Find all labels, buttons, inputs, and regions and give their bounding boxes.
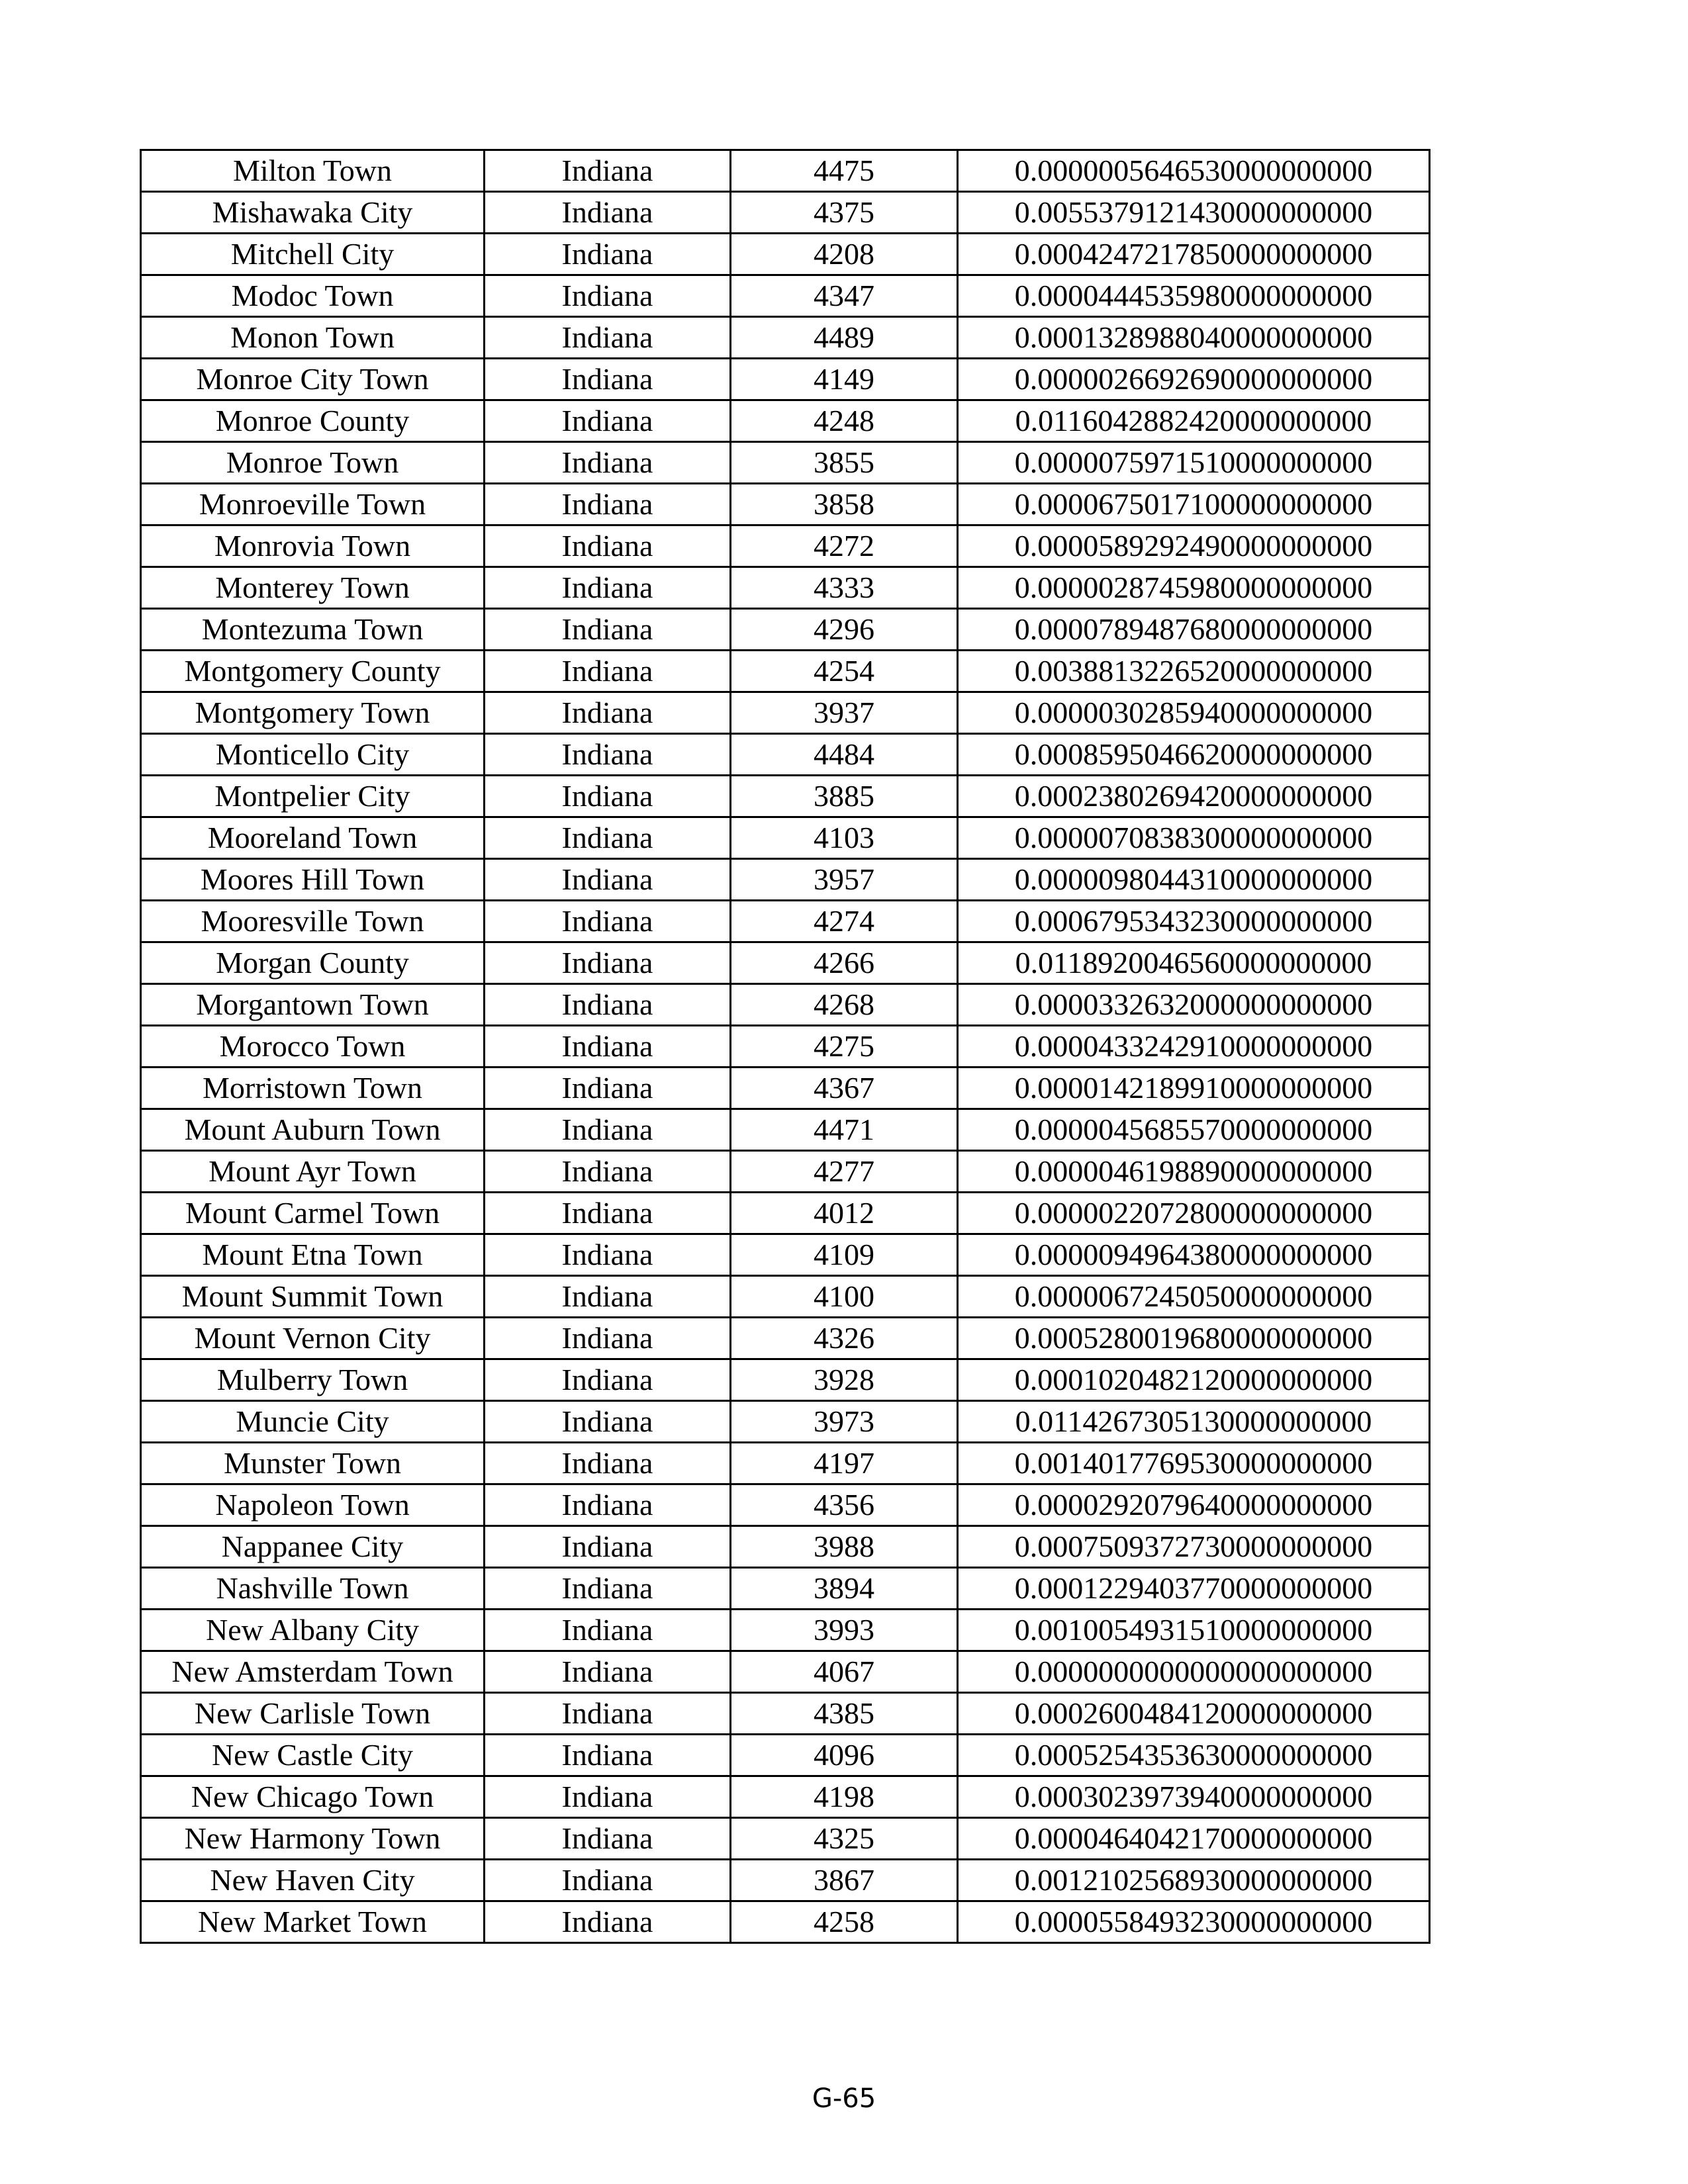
- percentage-cell: 0.0003023973940000000000: [958, 1776, 1430, 1818]
- percentage-cell: 0.0000433242910000000000: [958, 1026, 1430, 1068]
- percentage-cell: 0.0000026692690000000000: [958, 359, 1430, 400]
- table-row: [141, 901, 1430, 942]
- entity-name-cell: New Market Town: [141, 1901, 485, 1943]
- entity-name-cell: Mooresville Town: [141, 901, 485, 942]
- id-cell: 4275: [731, 1026, 958, 1068]
- id-cell: 4272: [731, 525, 958, 567]
- table-row: [141, 734, 1430, 776]
- state-cell: Indiana: [485, 817, 731, 859]
- id-cell: 3988: [731, 1526, 958, 1568]
- table-row: [141, 1234, 1430, 1276]
- entity-name-cell: Monroe City Town: [141, 359, 485, 400]
- table-row: [141, 1068, 1430, 1109]
- percentage-cell: 0.0012102568930000000000: [958, 1860, 1430, 1901]
- id-cell: 4484: [731, 734, 958, 776]
- state-cell: Indiana: [485, 442, 731, 484]
- id-cell: 4475: [731, 150, 958, 192]
- entity-name-cell: New Haven City: [141, 1860, 485, 1901]
- table-row: [141, 1776, 1430, 1818]
- state-cell: Indiana: [485, 275, 731, 317]
- entity-name-cell: Montgomery Town: [141, 692, 485, 734]
- id-cell: 4103: [731, 817, 958, 859]
- entity-name-cell: Montgomery County: [141, 651, 485, 692]
- id-cell: 3885: [731, 776, 958, 817]
- percentage-cell: 0.0000030285940000000000: [958, 692, 1430, 734]
- id-cell: 4067: [731, 1651, 958, 1693]
- id-cell: 4325: [731, 1818, 958, 1860]
- percentage-cell: 0.0008595046620000000000: [958, 734, 1430, 776]
- entity-name-cell: Nashville Town: [141, 1568, 485, 1610]
- table-row: [141, 1276, 1430, 1318]
- id-cell: 4012: [731, 1193, 958, 1234]
- table-row: [141, 400, 1430, 442]
- state-cell: Indiana: [485, 1693, 731, 1735]
- percentage-cell: 0.0000142189910000000000: [958, 1068, 1430, 1109]
- entity-name-cell: New Albany City: [141, 1610, 485, 1651]
- entity-name-cell: New Castle City: [141, 1735, 485, 1776]
- percentage-cell: 0.0000292079640000000000: [958, 1484, 1430, 1526]
- allocation-table: [140, 149, 1430, 1944]
- table-row: [141, 1026, 1430, 1068]
- state-cell: Indiana: [485, 609, 731, 651]
- table-row: [141, 1901, 1430, 1943]
- percentage-cell: 0.0000464042170000000000: [958, 1818, 1430, 1860]
- table-row: [141, 317, 1430, 359]
- table-row: [141, 1818, 1430, 1860]
- percentage-cell: 0.0038813226520000000000: [958, 651, 1430, 692]
- entity-name-cell: New Amsterdam Town: [141, 1651, 485, 1693]
- state-cell: Indiana: [485, 1234, 731, 1276]
- state-cell: Indiana: [485, 859, 731, 901]
- id-cell: 4198: [731, 1776, 958, 1818]
- state-cell: Indiana: [485, 1359, 731, 1401]
- id-cell: 4375: [731, 192, 958, 234]
- entity-name-cell: Mount Auburn Town: [141, 1109, 485, 1151]
- entity-name-cell: Moores Hill Town: [141, 859, 485, 901]
- table-row: [141, 1610, 1430, 1651]
- id-cell: 4296: [731, 609, 958, 651]
- state-cell: Indiana: [485, 1901, 731, 1943]
- state-cell: Indiana: [485, 1401, 731, 1443]
- table-row: [141, 192, 1430, 234]
- entity-name-cell: New Harmony Town: [141, 1818, 485, 1860]
- percentage-cell: 0.0000045685570000000000: [958, 1109, 1430, 1151]
- state-cell: Indiana: [485, 651, 731, 692]
- id-cell: 4208: [731, 234, 958, 275]
- state-cell: Indiana: [485, 942, 731, 984]
- state-cell: Indiana: [485, 359, 731, 400]
- state-cell: Indiana: [485, 484, 731, 525]
- percentage-cell: 0.0000675017100000000000: [958, 484, 1430, 525]
- entity-name-cell: Monroe Town: [141, 442, 485, 484]
- entity-name-cell: Napoleon Town: [141, 1484, 485, 1526]
- state-cell: Indiana: [485, 692, 731, 734]
- id-cell: 4471: [731, 1109, 958, 1151]
- id-cell: 4326: [731, 1318, 958, 1359]
- table-body: [141, 150, 1430, 1943]
- table-row: [141, 984, 1430, 1026]
- id-cell: 4385: [731, 1693, 958, 1735]
- state-cell: Indiana: [485, 1026, 731, 1068]
- table-row: [141, 275, 1430, 317]
- percentage-cell: 0.0000005646530000000000: [958, 150, 1430, 192]
- id-cell: 4333: [731, 567, 958, 609]
- table-row: [141, 1568, 1430, 1610]
- table-row: [141, 484, 1430, 525]
- id-cell: 4274: [731, 901, 958, 942]
- table-row: [141, 442, 1430, 484]
- percentage-cell: 0.0001020482120000000000: [958, 1359, 1430, 1401]
- id-cell: 4489: [731, 317, 958, 359]
- state-cell: Indiana: [485, 234, 731, 275]
- entity-name-cell: Mount Etna Town: [141, 1234, 485, 1276]
- id-cell: 3993: [731, 1610, 958, 1651]
- percentage-cell: 0.0118920046560000000000: [958, 942, 1430, 984]
- percentage-cell: 0.0000589292490000000000: [958, 525, 1430, 567]
- entity-name-cell: New Carlisle Town: [141, 1693, 485, 1735]
- table-row: [141, 1735, 1430, 1776]
- state-cell: Indiana: [485, 1526, 731, 1568]
- state-cell: Indiana: [485, 1276, 731, 1318]
- id-cell: 4197: [731, 1443, 958, 1484]
- page-number: G-65: [812, 2083, 876, 2114]
- table-row: [141, 651, 1430, 692]
- table-row: [141, 1401, 1430, 1443]
- state-cell: Indiana: [485, 525, 731, 567]
- state-cell: Indiana: [485, 1068, 731, 1109]
- state-cell: Indiana: [485, 1484, 731, 1526]
- table-row: [141, 1151, 1430, 1193]
- table-row: [141, 942, 1430, 984]
- percentage-cell: 0.0114267305130000000000: [958, 1401, 1430, 1443]
- id-cell: 3928: [731, 1359, 958, 1401]
- id-cell: 4096: [731, 1735, 958, 1776]
- table-row: [141, 859, 1430, 901]
- percentage-cell: 0.0005280019680000000000: [958, 1318, 1430, 1359]
- percentage-cell: 0.0002380269420000000000: [958, 776, 1430, 817]
- entity-name-cell: Morgan County: [141, 942, 485, 984]
- state-cell: Indiana: [485, 567, 731, 609]
- entity-name-cell: Munster Town: [141, 1443, 485, 1484]
- entity-name-cell: Monroeville Town: [141, 484, 485, 525]
- entity-name-cell: Mulberry Town: [141, 1359, 485, 1401]
- table-row: [141, 1860, 1430, 1901]
- table-row: [141, 1109, 1430, 1151]
- entity-name-cell: Morgantown Town: [141, 984, 485, 1026]
- table-row: [141, 150, 1430, 192]
- id-cell: 4266: [731, 942, 958, 984]
- entity-name-cell: Mount Ayr Town: [141, 1151, 485, 1193]
- percentage-cell: 0.0000075971510000000000: [958, 442, 1430, 484]
- state-cell: Indiana: [485, 1443, 731, 1484]
- percentage-cell: 0.0000789487680000000000: [958, 609, 1430, 651]
- entity-name-cell: Monterey Town: [141, 567, 485, 609]
- id-cell: 4277: [731, 1151, 958, 1193]
- percentage-cell: 0.0000098044310000000000: [958, 859, 1430, 901]
- state-cell: Indiana: [485, 1193, 731, 1234]
- table-row: [141, 1318, 1430, 1359]
- state-cell: Indiana: [485, 1610, 731, 1651]
- id-cell: 4109: [731, 1234, 958, 1276]
- entity-name-cell: Morristown Town: [141, 1068, 485, 1109]
- table-row: [141, 817, 1430, 859]
- entity-name-cell: Monroe County: [141, 400, 485, 442]
- percentage-cell: 0.0001229403770000000000: [958, 1568, 1430, 1610]
- table-row: [141, 1359, 1430, 1401]
- id-cell: 4100: [731, 1276, 958, 1318]
- state-cell: Indiana: [485, 150, 731, 192]
- table-row: [141, 692, 1430, 734]
- percentage-cell: 0.0000070838300000000000: [958, 817, 1430, 859]
- percentage-cell: 0.0007509372730000000000: [958, 1526, 1430, 1568]
- state-cell: Indiana: [485, 1860, 731, 1901]
- percentage-cell: 0.0000067245050000000000: [958, 1276, 1430, 1318]
- id-cell: 3867: [731, 1860, 958, 1901]
- state-cell: Indiana: [485, 1818, 731, 1860]
- id-cell: 4367: [731, 1068, 958, 1109]
- id-cell: 3894: [731, 1568, 958, 1610]
- table-row: [141, 359, 1430, 400]
- entity-name-cell: Mount Summit Town: [141, 1276, 485, 1318]
- entity-name-cell: Montezuma Town: [141, 609, 485, 651]
- entity-name-cell: Monticello City: [141, 734, 485, 776]
- percentage-cell: 0.0000094964380000000000: [958, 1234, 1430, 1276]
- entity-name-cell: Montpelier City: [141, 776, 485, 817]
- percentage-cell: 0.0002600484120000000000: [958, 1693, 1430, 1735]
- percentage-cell: 0.0000028745980000000000: [958, 567, 1430, 609]
- state-cell: Indiana: [485, 984, 731, 1026]
- percentage-cell: 0.0004247217850000000000: [958, 234, 1430, 275]
- state-cell: Indiana: [485, 1776, 731, 1818]
- table-row: [141, 1651, 1430, 1693]
- state-cell: Indiana: [485, 400, 731, 442]
- percentage-cell: 0.0000022072800000000000: [958, 1193, 1430, 1234]
- percentage-cell: 0.0116042882420000000000: [958, 400, 1430, 442]
- state-cell: Indiana: [485, 901, 731, 942]
- state-cell: Indiana: [485, 192, 731, 234]
- entity-name-cell: Nappanee City: [141, 1526, 485, 1568]
- table-row: [141, 1693, 1430, 1735]
- entity-name-cell: Mount Vernon City: [141, 1318, 485, 1359]
- id-cell: 4258: [731, 1901, 958, 1943]
- entity-name-cell: Monon Town: [141, 317, 485, 359]
- percentage-cell: 0.0006795343230000000000: [958, 901, 1430, 942]
- state-cell: Indiana: [485, 1735, 731, 1776]
- percentage-cell: 0.0000558493230000000000: [958, 1901, 1430, 1943]
- id-cell: 4347: [731, 275, 958, 317]
- entity-name-cell: Muncie City: [141, 1401, 485, 1443]
- entity-name-cell: Milton Town: [141, 150, 485, 192]
- table-row: [141, 1526, 1430, 1568]
- table-row: [141, 1193, 1430, 1234]
- id-cell: 4356: [731, 1484, 958, 1526]
- entity-name-cell: Mitchell City: [141, 234, 485, 275]
- id-cell: 3937: [731, 692, 958, 734]
- id-cell: 3858: [731, 484, 958, 525]
- table-row: [141, 567, 1430, 609]
- state-cell: Indiana: [485, 1318, 731, 1359]
- id-cell: 3855: [731, 442, 958, 484]
- table-row: [141, 609, 1430, 651]
- percentage-cell: 0.0000000000000000000000: [958, 1651, 1430, 1693]
- percentage-cell: 0.0010054931510000000000: [958, 1610, 1430, 1651]
- entity-name-cell: Monrovia Town: [141, 525, 485, 567]
- id-cell: 3957: [731, 859, 958, 901]
- entity-name-cell: Mount Carmel Town: [141, 1193, 485, 1234]
- percentage-cell: 0.0014017769530000000000: [958, 1443, 1430, 1484]
- state-cell: Indiana: [485, 734, 731, 776]
- entity-name-cell: New Chicago Town: [141, 1776, 485, 1818]
- entity-name-cell: Mooreland Town: [141, 817, 485, 859]
- table-row: [141, 234, 1430, 275]
- state-cell: Indiana: [485, 317, 731, 359]
- percentage-cell: 0.0000444535980000000000: [958, 275, 1430, 317]
- state-cell: Indiana: [485, 1109, 731, 1151]
- percentage-cell: 0.0005254353630000000000: [958, 1735, 1430, 1776]
- table-row: [141, 1443, 1430, 1484]
- state-cell: Indiana: [485, 1568, 731, 1610]
- table-row: [141, 776, 1430, 817]
- id-cell: 3973: [731, 1401, 958, 1443]
- state-cell: Indiana: [485, 1151, 731, 1193]
- id-cell: 4254: [731, 651, 958, 692]
- table-row: [141, 525, 1430, 567]
- entity-name-cell: Morocco Town: [141, 1026, 485, 1068]
- id-cell: 4248: [731, 400, 958, 442]
- percentage-cell: 0.0055379121430000000000: [958, 192, 1430, 234]
- percentage-cell: 0.0000046198890000000000: [958, 1151, 1430, 1193]
- entity-name-cell: Mishawaka City: [141, 192, 485, 234]
- percentage-cell: 0.0000332632000000000000: [958, 984, 1430, 1026]
- entity-name-cell: Modoc Town: [141, 275, 485, 317]
- table-row: [141, 1484, 1430, 1526]
- state-cell: Indiana: [485, 776, 731, 817]
- id-cell: 4149: [731, 359, 958, 400]
- percentage-cell: 0.0001328988040000000000: [958, 317, 1430, 359]
- state-cell: Indiana: [485, 1651, 731, 1693]
- id-cell: 4268: [731, 984, 958, 1026]
